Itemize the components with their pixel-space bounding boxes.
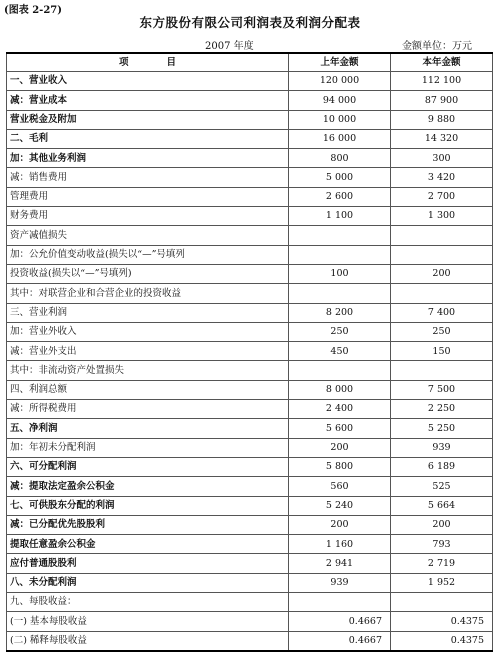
current-value: 200 [391, 264, 493, 283]
prior-value: 2 400 [289, 400, 391, 419]
prior-value [289, 593, 391, 612]
table-row [7, 207, 493, 226]
current-value: 793 [391, 535, 493, 554]
current-value: 5 664 [391, 496, 493, 515]
currency-unit: 金额单位：万元 [402, 41, 472, 52]
current-value: 6 189 [391, 457, 493, 476]
table-row [7, 361, 493, 380]
current-value: 200 [391, 515, 493, 534]
prior-value: 0.4667 [289, 612, 391, 631]
row-label: 减：提取法定盈余公积金 [7, 477, 289, 496]
table-row [7, 457, 493, 476]
prior-value: 5 240 [289, 496, 391, 515]
table-row [7, 129, 493, 148]
table-row [7, 226, 493, 245]
prior-value: 2 600 [289, 187, 391, 206]
prior-value: 800 [289, 149, 391, 168]
current-value: 250 [391, 322, 493, 341]
row-label: (一) 基本每股收益 [7, 612, 289, 631]
table-header-row [7, 53, 493, 72]
current-value: 300 [391, 149, 493, 168]
table-row [7, 380, 493, 399]
prior-value: 120 000 [289, 72, 391, 91]
prior-value [289, 284, 391, 303]
prior-value: 5 000 [289, 168, 391, 187]
table-row [7, 245, 493, 264]
row-label: 六、可分配利润 [7, 457, 289, 476]
row-label: (二) 稀释每股收益 [7, 631, 289, 651]
row-label: 五、净利润 [7, 419, 289, 438]
column-header-item: 项 目 [7, 53, 289, 72]
table-row [7, 593, 493, 612]
current-value: 1 300 [391, 207, 493, 226]
column-header-prior-year: 上年金额 [289, 53, 391, 72]
table-row [7, 342, 493, 361]
prior-value: 94 000 [289, 91, 391, 110]
current-value: 14 320 [391, 129, 493, 148]
table-row [7, 110, 493, 129]
table-row [7, 612, 493, 631]
row-label: 减：营业外支出 [7, 342, 289, 361]
prior-value [289, 226, 391, 245]
row-label: 其中：对联营企业和合营企业的投资收益 [7, 284, 289, 303]
current-value: 9 880 [391, 110, 493, 129]
row-label: 其中：非流动资产处置损失 [7, 361, 289, 380]
row-label: 加：公允价值变动收益(损失以“—”号填列 [7, 245, 289, 264]
row-label: 加：其他业务利润 [7, 149, 289, 168]
prior-value: 200 [289, 515, 391, 534]
prior-value: 250 [289, 322, 391, 341]
table-row [7, 168, 493, 187]
row-label: 减：营业成本 [7, 91, 289, 110]
row-label: 管理费用 [7, 187, 289, 206]
prior-value: 1 100 [289, 207, 391, 226]
row-label: 减：已分配优先股股利 [7, 515, 289, 534]
table-row [7, 477, 493, 496]
table-row [7, 149, 493, 168]
current-value: 112 100 [391, 72, 493, 91]
prior-value: 8 000 [289, 380, 391, 399]
current-value [391, 593, 493, 612]
row-label: 三、营业利润 [7, 303, 289, 322]
current-value: 7 500 [391, 380, 493, 399]
row-label: 资产减值损失 [7, 226, 289, 245]
prior-value: 560 [289, 477, 391, 496]
prior-value: 1 160 [289, 535, 391, 554]
current-value [391, 245, 493, 264]
row-label: 提取任意盈余公积金 [7, 535, 289, 554]
table-row [7, 438, 493, 457]
row-label: 九、每股收益： [7, 593, 289, 612]
table-row [7, 284, 493, 303]
current-value: 5 250 [391, 419, 493, 438]
current-value: 7 400 [391, 303, 493, 322]
current-value: 1 952 [391, 573, 493, 592]
table-row [7, 400, 493, 419]
current-value: 0.4375 [391, 612, 493, 631]
prior-value [289, 361, 391, 380]
current-value: 150 [391, 342, 493, 361]
current-value: 525 [391, 477, 493, 496]
table-row [7, 91, 493, 110]
current-value [391, 361, 493, 380]
table-row [7, 573, 493, 592]
current-value: 3 420 [391, 168, 493, 187]
current-value: 2 719 [391, 554, 493, 573]
prior-value [289, 245, 391, 264]
row-label: 八、未分配利润 [7, 573, 289, 592]
prior-value: 450 [289, 342, 391, 361]
prior-value: 200 [289, 438, 391, 457]
row-label: 财务费用 [7, 207, 289, 226]
table-row [7, 554, 493, 573]
prior-value: 10 000 [289, 110, 391, 129]
row-label: 七、可供股东分配的利润 [7, 496, 289, 515]
table-row [7, 496, 493, 515]
table-row [7, 631, 493, 651]
figure-label: (图表 2-27) [4, 5, 62, 16]
table-row [7, 303, 493, 322]
reporting-period: 2007 年度 [205, 41, 254, 52]
current-value: 939 [391, 438, 493, 457]
income-statement-table [6, 52, 493, 652]
row-label: 加：营业外收入 [7, 322, 289, 341]
prior-value: 5 600 [289, 419, 391, 438]
current-value: 2 250 [391, 400, 493, 419]
column-header-current-year: 本年金额 [391, 53, 493, 72]
prior-value: 0.4667 [289, 631, 391, 651]
row-label: 营业税金及附加 [7, 110, 289, 129]
row-label: 应付普通股股利 [7, 554, 289, 573]
prior-value: 2 941 [289, 554, 391, 573]
row-label: 投资收益(损失以“—”号填列) [7, 264, 289, 283]
row-label: 减：所得税费用 [7, 400, 289, 419]
row-label: 加：年初未分配利润 [7, 438, 289, 457]
current-value: 0.4375 [391, 631, 493, 651]
current-value [391, 284, 493, 303]
row-label: 一、营业收入 [7, 72, 289, 91]
prior-value: 8 200 [289, 303, 391, 322]
table-row [7, 322, 493, 341]
table-row [7, 535, 493, 554]
prior-value: 5 800 [289, 457, 391, 476]
prior-value: 100 [289, 264, 391, 283]
table-row [7, 264, 493, 283]
row-label: 减：销售费用 [7, 168, 289, 187]
prior-value: 939 [289, 573, 391, 592]
row-label: 四、利润总额 [7, 380, 289, 399]
table-row [7, 72, 493, 91]
current-value: 2 700 [391, 187, 493, 206]
table-row [7, 187, 493, 206]
prior-value: 16 000 [289, 129, 391, 148]
statement-title: 东方股份有限公司利润表及利润分配表 [139, 15, 361, 30]
table-row [7, 515, 493, 534]
row-label: 二、毛利 [7, 129, 289, 148]
table-row [7, 419, 493, 438]
current-value: 87 900 [391, 91, 493, 110]
current-value [391, 226, 493, 245]
